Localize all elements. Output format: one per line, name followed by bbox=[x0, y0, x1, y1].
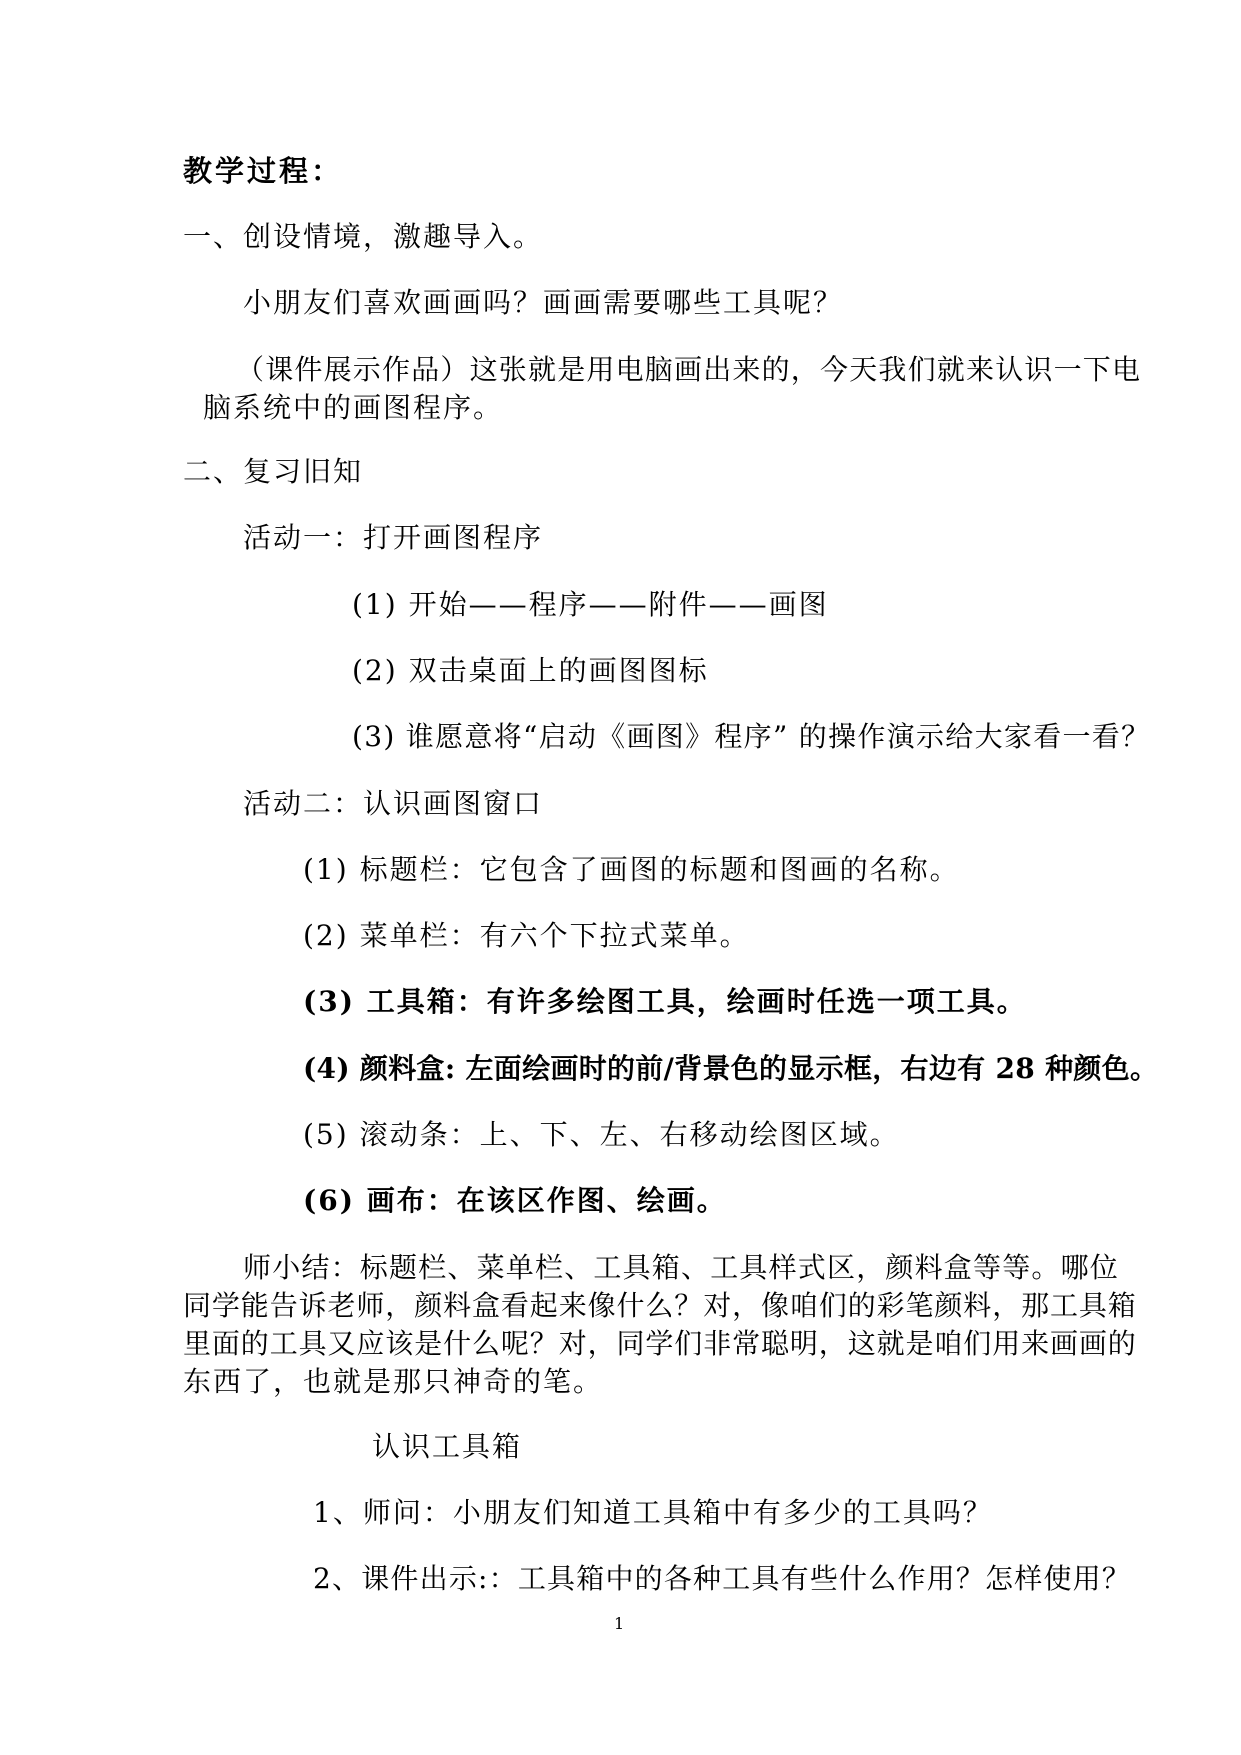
page-number: 1 bbox=[614, 1614, 625, 1633]
summary-line-1: 师小结：标题栏、菜单栏、工具箱、工具样式区，颜料盒等等。哪位 bbox=[243, 1251, 1120, 1284]
activity1-step-1: (1) 开始——程序——附件——画图 bbox=[352, 588, 829, 621]
lesson-heading: 教学过程： bbox=[183, 154, 344, 188]
section1-question: 小朋友们喜欢画画吗？画画需要哪些工具呢？ bbox=[243, 286, 844, 319]
section1-title: 一、创设情境，激趣导入。 bbox=[183, 220, 544, 253]
toolbox-question-1: 1、师问：小朋友们知道工具箱中有多少的工具吗？ bbox=[313, 1496, 993, 1529]
section2-title: 二、复习旧知 bbox=[183, 455, 364, 488]
section1-intro-line2: 脑系统中的画图程序。 bbox=[203, 391, 504, 424]
section1-intro-line1: （课件展示作品）这张就是用电脑画出来的，今天我们就来认识一下电 bbox=[236, 353, 1142, 386]
activity1-step-2: (2) 双击桌面上的画图图标 bbox=[352, 654, 709, 687]
summary-line-4: 东西了，也就是那只神奇的笔。 bbox=[183, 1365, 604, 1398]
activity2-item-3: (3) 工具箱：有许多绘图工具，绘画时任选一项工具。 bbox=[303, 985, 1027, 1018]
activity1-title: 活动一：打开画图程序 bbox=[243, 521, 544, 554]
toolbox-question-2: 2、课件出示:：工具箱中的各种工具有些什么作用？怎样使用？ bbox=[313, 1562, 1132, 1595]
activity2-item-2: (2) 菜单栏：有六个下拉式菜单。 bbox=[303, 919, 750, 952]
activity2-item-4: (4) 颜料盒: 左面绘画时的前/背景色的显示框，右边有 28 种颜色。 bbox=[303, 1052, 1159, 1085]
activity2-item-1: (1) 标题栏：它包含了画图的标题和图画的名称。 bbox=[303, 853, 960, 886]
activity2-item-5: (5) 滚动条：上、下、左、右移动绘图区域。 bbox=[303, 1118, 900, 1151]
summary-line-2: 同学能告诉老师，颜料盒看起来像什么？对，像咱们的彩笔颜料，那工具箱 bbox=[183, 1289, 1137, 1322]
activity2-title: 活动二：认识画图窗口 bbox=[243, 787, 544, 820]
toolbox-title: 认识工具箱 bbox=[372, 1430, 523, 1463]
summary-line-3: 里面的工具又应该是什么呢？对，同学们非常聪明，这就是咱们用来画画的 bbox=[183, 1327, 1137, 1360]
activity1-step-3: (3) 谁愿意将“启动《画图》程序” 的操作演示给大家看一看？ bbox=[352, 720, 1151, 753]
activity2-item-6: (6) 画布：在该区作图、绘画。 bbox=[303, 1184, 727, 1217]
